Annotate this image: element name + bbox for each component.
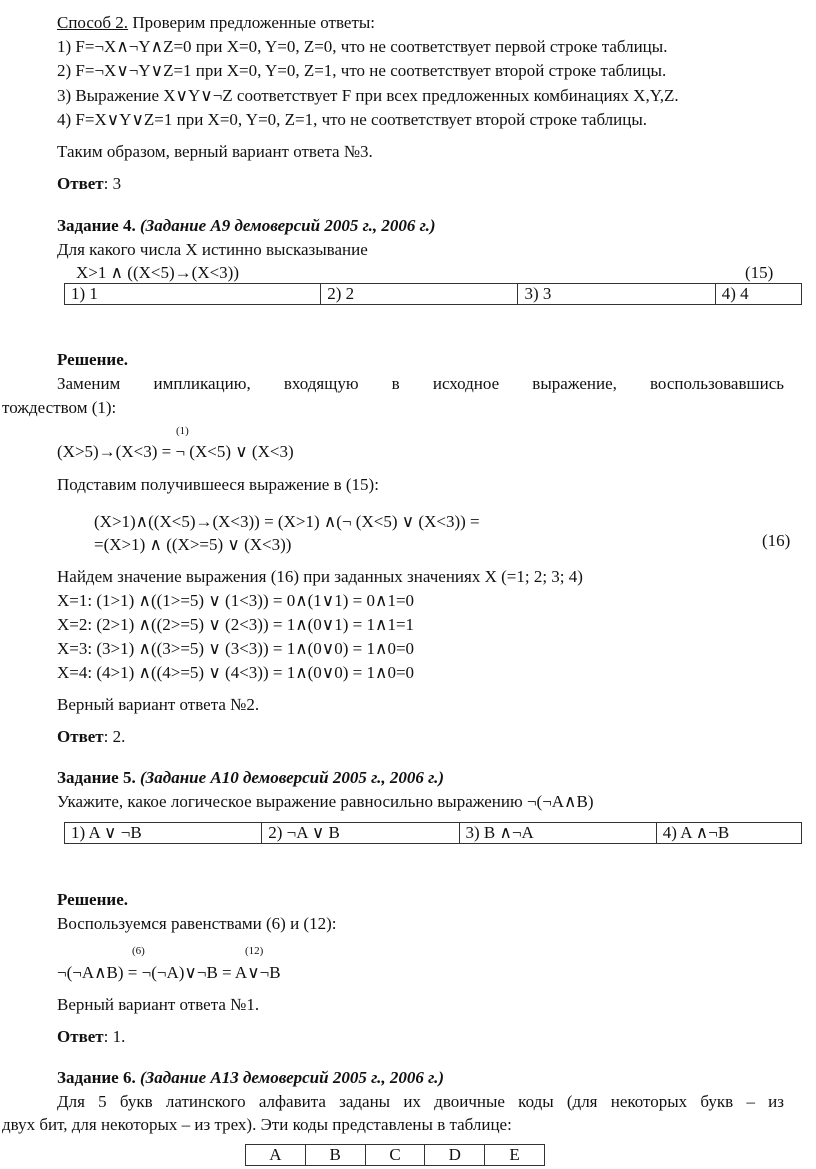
task4-title: Задание 4. (57, 216, 136, 235)
task4-answer (57, 726, 125, 748)
task4-formula-number: (15) (745, 263, 774, 282)
code-letter-c: C (365, 1145, 425, 1166)
task5-option-2: 2) ¬A ∨ B (262, 823, 459, 844)
task5-options-table (64, 822, 802, 844)
task4-source: (Задание А9 демоверсий 2005 г., 2006 г.) (139, 216, 436, 235)
identity-formula: (X>5)→(X<3) = ¬ (X<5) ∨ (X<3) (57, 442, 294, 461)
answer-value: : 2. (103, 727, 126, 746)
task5-solution-label: Решение. (57, 890, 128, 909)
code-letter-d: D (425, 1145, 485, 1166)
task5-correct: Верный вариант ответа №1. (57, 995, 260, 1014)
substitute-text: Подставим получившееся выражение в (15): (57, 475, 379, 494)
code-letter-a: A (246, 1145, 306, 1166)
eval-row-1: X=1: (1>1) ∧((1>=5) ∨ (1<3)) = 0∧(1∨1) = 0∧1=0 (57, 591, 415, 610)
task6-heading (57, 1067, 444, 1089)
answer-value: : 1. (103, 1027, 126, 1046)
task4-solution-line2: тождеством (1): (2, 398, 117, 417)
method-item-2: 2) F=¬X∨¬Y∨Z=1 при X=0, Y=0, Z=1, что не соответствует второй строке таблицы. (57, 61, 667, 80)
expr-number: (16) (762, 531, 791, 550)
task5-answer (57, 1026, 125, 1048)
task4-heading (57, 215, 436, 237)
method-heading (57, 12, 375, 34)
ref-12: (12) (245, 945, 264, 957)
task4-options-table (64, 283, 802, 305)
task4-option-4: 4) 4 (715, 284, 801, 305)
eval-row-4: X=4: (4>1) ∧((4>=5) ∨ (4<3)) = 1∧(0∨0) = 1∧0=0 (57, 663, 415, 682)
task5-heading (57, 767, 444, 789)
answer-value: : 3 (103, 174, 122, 193)
task5-source: (Задание А10 демоверсий 2005 г., 2006 г.) (139, 768, 445, 787)
task4-option-3: 3) 3 (518, 284, 715, 305)
method-item-4: 4) F=X∨Y∨Z=1 при X=0, Y=0, Z=1, что не соответствует второй строке таблицы. (57, 110, 648, 129)
answer-label: Ответ (57, 727, 104, 746)
identity-ref: (1) (176, 425, 189, 437)
task6-source: (Задание А13 демоверсий 2005 г., 2006 г.) (139, 1068, 445, 1087)
eval-row-2: X=2: (2>1) ∧((2>=5) ∨ (2<3)) = 1∧(0∨1) = 1∧1=1 (57, 615, 415, 634)
task5-option-3: 3) B ∧¬A (459, 823, 656, 844)
method-intro: Проверим предложенные ответы: (132, 13, 376, 32)
method-conclusion: Таким образом, верный вариант ответа №3. (57, 142, 373, 161)
task4-solution-label: Решение. (57, 350, 128, 369)
method-answer (57, 173, 121, 195)
task4-correct: Верный вариант ответа №2. (57, 695, 260, 714)
eval-row-3: X=3: (3>1) ∧((3>=5) ∨ (3<3)) = 1∧(0∨0) = 1∧0=0 (57, 639, 415, 658)
method-item-1: 1) F=¬X∧¬Y∧Z=0 при X=0, Y=0, Z=0, что не соответствует первой строке таблицы. (57, 37, 668, 56)
answer-label: Ответ (57, 1027, 104, 1046)
task4-question: Для какого числа X истинно высказывание (57, 240, 368, 259)
task5-option-4: 4) A ∧¬B (656, 823, 801, 844)
method-item-3: 3) Выражение X∨Y∨¬Z соответствует F при всех предложенных комбинациях X,Y,Z. (57, 86, 679, 105)
task6-title: Задание 6. (57, 1068, 136, 1087)
code-letter-e: E (485, 1145, 545, 1166)
codes-table (245, 1144, 545, 1166)
expr-line1: (X>1)∧((X<5)→(X<3)) = (X>1) ∧(¬ (X<5) ∨ (X<3)) = (94, 512, 480, 531)
task6-line1: Для 5 букв латинского алфавита заданы их двоичные коды (для некоторых букв – из (57, 1092, 784, 1111)
expr-line2: =(X>1) ∧ ((X>=5) ∨ (X<3)) (94, 535, 292, 554)
eval-intro: Найдем значение выражения (16) при заданных значениях X (=1; 2; 3; 4) (57, 567, 583, 586)
task5-equation: ¬(¬A∧B) = ¬(¬A)∨¬B = A∨¬B (57, 963, 281, 982)
task5-use-equalities: Воспользуемся равенствами (6) и (12): (57, 914, 337, 933)
method-title: Способ 2. (57, 13, 129, 32)
task4-option-1: 1) 1 (65, 284, 321, 305)
answer-label: Ответ (57, 174, 104, 193)
task5-option-1: 1) A ∨ ¬B (65, 823, 262, 844)
task4-solution-line1: Заменим импликацию, входящую в исходное выражение, воспользовавшись (57, 374, 784, 393)
ref-6: (6) (132, 945, 145, 957)
task4-option-2: 2) 2 (321, 284, 518, 305)
task4-formula: X>1 ∧ ((X<5)→(X<3)) (76, 263, 240, 282)
task6-line2: двух бит, для некоторых – из трех). Эти коды представлены в таблице: (2, 1115, 512, 1134)
task5-question: Укажите, какое логическое выражение равносильно выражению ¬(¬A∧B) (57, 792, 594, 811)
code-letter-b: B (305, 1145, 365, 1166)
task5-title: Задание 5. (57, 768, 136, 787)
